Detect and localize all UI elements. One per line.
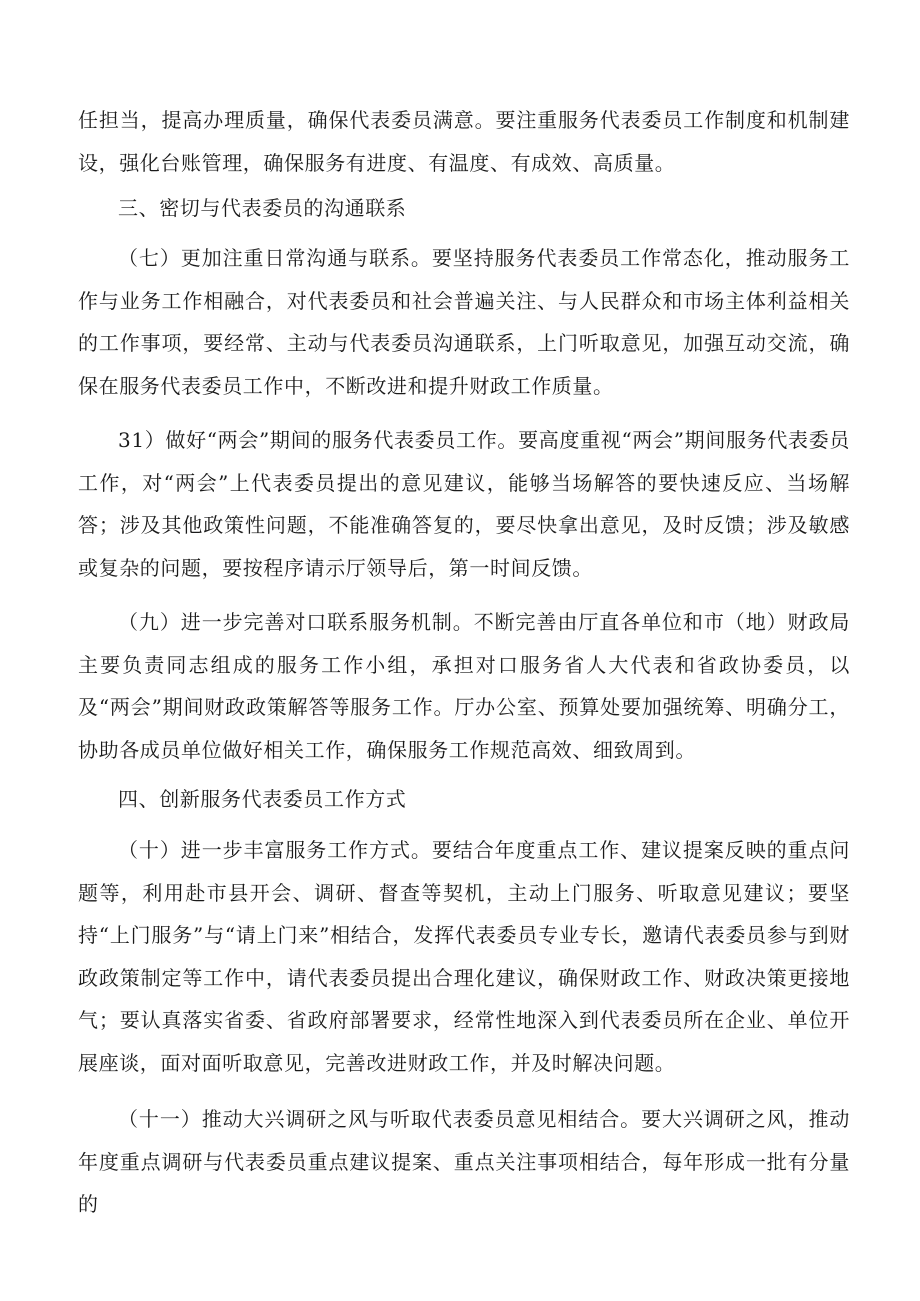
section-heading-3: 三、密切与代表委员的沟通联系 bbox=[118, 196, 407, 220]
paragraph-item-11: （十一）推动大兴调研之风与听取代表委员意见相结合。要大兴调研之风，推动年度重点调研与代表委员重点建议提案、重点关注事项相结合，每年形成一批有分量的 bbox=[78, 1107, 850, 1216]
paragraph-item-10: （十）进一步丰富服务工作方式。要结合年度重点工作、建议提案反映的重点问题等，利用赴市县开会、调研、督查等契机，主动上门服务、听取意见建议；要坚持“上门服务”与“请上门来”相结合，发挥代表委员专业专长，邀请代表委员参与到财政政策制定等工作中，请代表委员提出合理化建议，确保财政工作、财政决策更接地气；要认真落实省委、省政府部署要求，经常性地深入到代表委员所在企业、单位开展座谈，面对面听取意见，完善改进财政工作，并及时解决问题。 bbox=[78, 838, 850, 1075]
paragraph-item-9: （九）进一步完善对口联系服务机制。不断完善由厅直各单位和市（地）财政局主要负责同志组成的服务工作小组，承担对口服务省人大代表和省政协委员，以及“两会”期间财政政策解答等服务工作。厅办公室、预算处要加强统筹、明确分工，协助各成员单位做好相关工作，确保服务工作规范高效、细致周到。 bbox=[78, 610, 850, 762]
paragraph-item-8: 31）做好“两会”期间的服务代表委员工作。要高度重视“两会”期间服务代表委员工作，对“两会”上代表委员提出的意见建议，能够当场解答的要快速反应、当场解答；涉及其他政策性问题，不能准确答复的，要尽快拿出意见，及时反馈；涉及敏感或复杂的问题，要按程序请示厅领导后，第一时间反馈。 bbox=[78, 428, 850, 580]
paragraph-item-7: （七）更加注重日常沟通与联系。要坚持服务代表委员工作常态化，推动服务工作与业务工作相融合，对代表委员和社会普遍关注、与人民群众和市场主体利益相关的工作事项，要经常、主动与代表委员沟通联系，上门听取意见，加强互动交流，确保在服务代表委员工作中，不断改进和提升财政工作质量。 bbox=[78, 246, 850, 398]
paragraph-continuation: 任担当，提高办理质量，确保代表委员满意。要注重服务代表委员工作制度和机制建设，强化台账管理，确保服务有进度、有温度、有成效、高质量。 bbox=[78, 108, 850, 175]
section-heading-4: 四、创新服务代表委员工作方式 bbox=[118, 787, 407, 811]
